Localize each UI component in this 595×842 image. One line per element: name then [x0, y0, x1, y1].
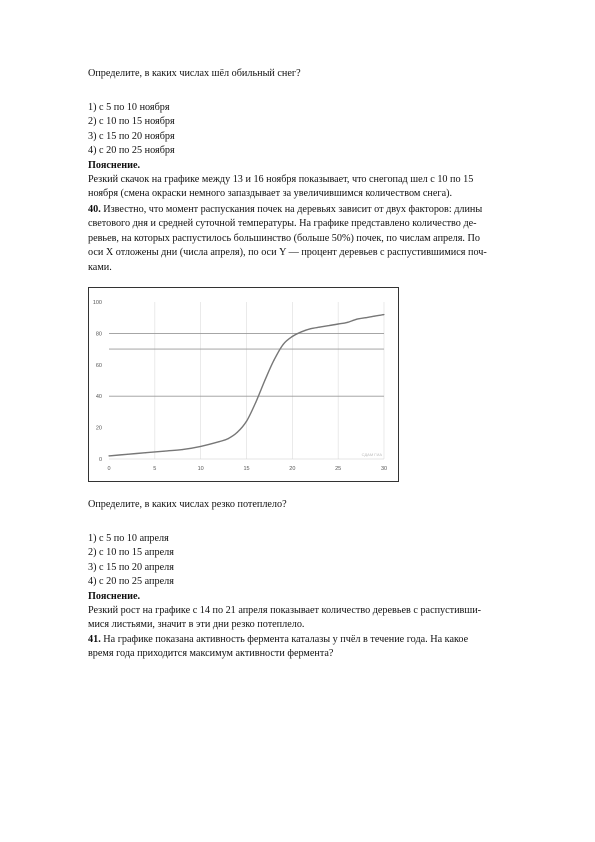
- data-point: [200, 446, 201, 447]
- explanation-line: Резкий рост на графике с 14 по 21 апреля показывает количество деревьев с распустивши-: [88, 605, 482, 617]
- option: 2) с 10 по 15 апреля: [88, 547, 174, 559]
- question-40-question: Определите, в каких числах резко потеплело?: [88, 499, 287, 510]
- x-tick-label: 20: [289, 466, 296, 472]
- y-tick-label: 80: [95, 331, 102, 338]
- options-list: [88, 532, 508, 633]
- option: 1) с 5 по 10 ноября: [88, 102, 170, 113]
- data-point: [292, 336, 293, 337]
- data-point: [310, 328, 311, 329]
- explanation-heading: Пояснение.: [88, 159, 141, 171]
- y-tick-label: 40: [95, 394, 102, 401]
- question-41-text: [88, 633, 508, 662]
- y-tick-label: 0: [98, 457, 102, 463]
- option: 3) с 15 по 20 ноября: [88, 130, 175, 142]
- chart-frame: [89, 288, 399, 482]
- chart-svg: [88, 287, 399, 482]
- text-line: ревьев, на которых распустилось большинство (больше 50%) почек, по числам апреля. По: [88, 232, 480, 244]
- data-point: [383, 314, 384, 315]
- y-tick-label: 60: [95, 362, 102, 369]
- option: 3) с 15 по 20 апреля: [88, 561, 174, 573]
- option: 4) с 20 по 25 апреля: [88, 576, 174, 588]
- data-point: [328, 325, 329, 326]
- y-tick-label: 100: [92, 300, 102, 306]
- text-line: На графике показана активность фермента каталазы у пчёл в течение года. На какое: [100, 634, 469, 645]
- data-point: [356, 319, 357, 320]
- data-point: [228, 438, 229, 439]
- data-point: [273, 359, 274, 360]
- question-40-text: [88, 203, 508, 275]
- text-line: ками.: [88, 261, 112, 273]
- data-point: [163, 451, 164, 452]
- data-point: [182, 449, 183, 450]
- data-point: [301, 331, 302, 332]
- bud-chart: [88, 287, 399, 482]
- x-tick-label: 10: [197, 466, 204, 472]
- data-point: [108, 455, 109, 456]
- option: 1) с 5 по 10 апреля: [88, 533, 169, 544]
- data-point: [347, 322, 348, 323]
- data-point: [319, 327, 320, 328]
- text-line: оси X отложены дни (числа апреля), по оси Y — процент деревьев с распустившимися поч-: [88, 247, 487, 259]
- data-point: [264, 380, 265, 381]
- data-point: [145, 452, 146, 453]
- question-number: 41.: [88, 634, 101, 645]
- data-point: [255, 402, 256, 403]
- options-list: [88, 101, 508, 202]
- x-tick-label: 0: [107, 466, 111, 472]
- question-number: 40.: [88, 204, 101, 215]
- x-tick-label: 5: [153, 466, 157, 472]
- watermark: СДАМ ГИА: [361, 452, 382, 457]
- option: 4) с 20 по 25 ноября: [88, 145, 175, 157]
- data-point: [338, 323, 339, 324]
- explanation-heading: Пояснение.: [88, 590, 141, 602]
- data-point: [237, 432, 238, 433]
- x-tick-label: 15: [243, 466, 250, 472]
- data-point: [283, 344, 284, 345]
- x-tick-label: 25: [335, 466, 342, 472]
- data-point: [246, 421, 247, 422]
- y-tick-label: 20: [95, 425, 102, 432]
- data-point: [218, 441, 219, 442]
- explanation-line: мися листьями, значит в эти дни резко потеплело.: [88, 619, 305, 631]
- explanation-line: ноября (смена окраски немного запаздывает за увеличившимся количеством снега).: [88, 188, 453, 200]
- explanation-line: Резкий скачок на графике между 13 и 16 ноября показывает, что снегопад шел с 10 по 15: [88, 174, 474, 186]
- text-line: светового дня и средней суточной температуры. На графике представлено количество де-: [88, 218, 477, 230]
- data-point: [127, 454, 128, 455]
- x-tick-label: 30: [380, 466, 388, 472]
- question-text: Определите, в каких числах шёл обильный снег?: [88, 68, 301, 79]
- text-line: Известно, что момент распускания почек на деревьях зависит от двух факторов: длины: [100, 204, 483, 215]
- option: 2) с 10 по 15 ноября: [88, 116, 175, 128]
- data-point: [365, 317, 366, 318]
- data-point: [374, 316, 375, 317]
- text-line: время года приходится максимум активности фермента?: [88, 648, 334, 660]
